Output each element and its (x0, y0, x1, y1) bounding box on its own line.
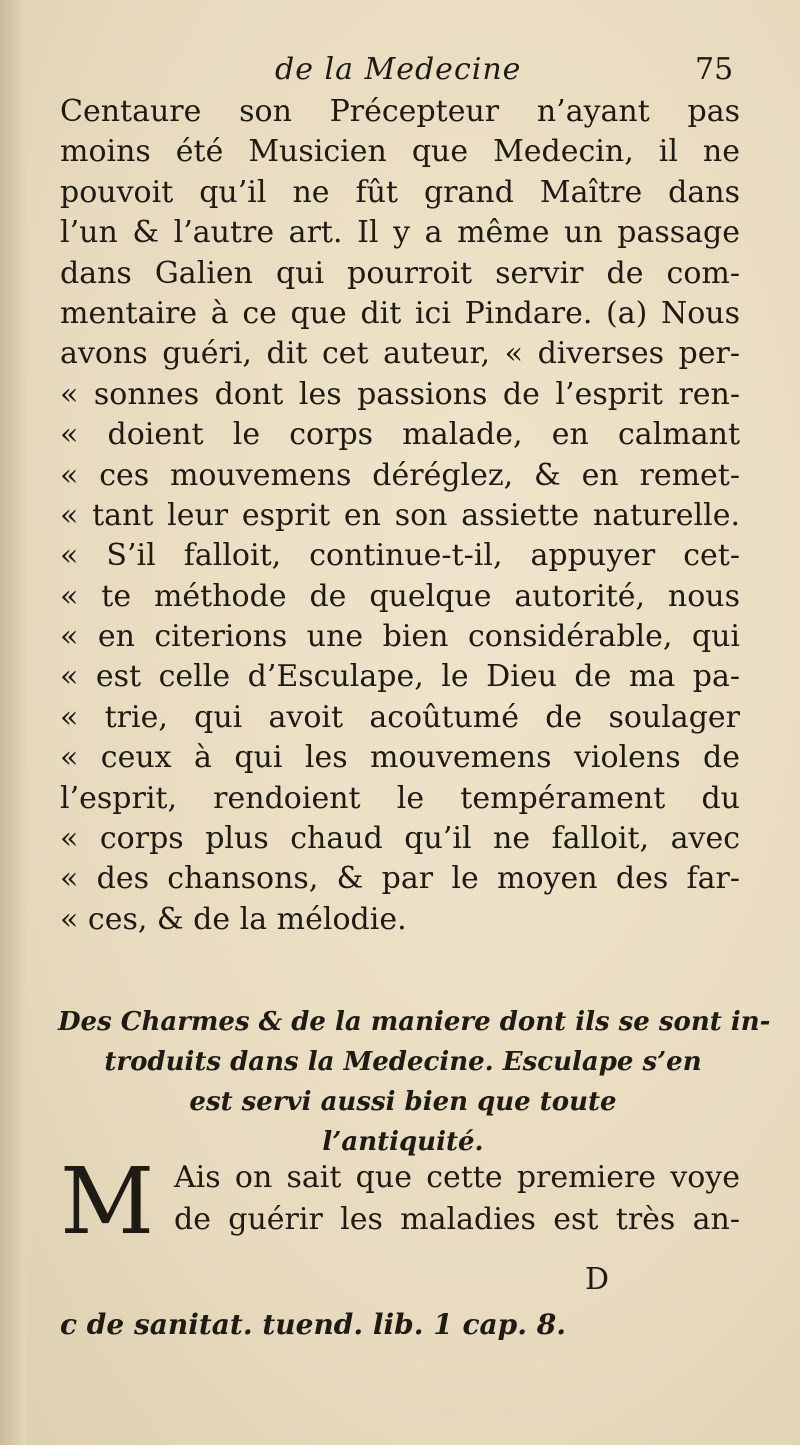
section-heading (58, 1002, 771, 1162)
text-line: « corps plus chaud qu’il ne falloit, avec (60, 821, 740, 857)
text-line: « tant leur esprit en son assiette naturelle. (60, 497, 740, 533)
text-line: l’un & l’autre art. Il y a même un passage (60, 215, 740, 251)
text-line: « en citerions une bien considérable, qui (60, 619, 740, 655)
text-line: « ces, & de la mélodie. (60, 901, 407, 937)
page-gutter (0, 0, 26, 1445)
text-line: moins été Musicien que Medecin, il ne (60, 134, 740, 170)
text-line: « trie, qui avoit acoûtumé de soulager (60, 699, 740, 735)
text-line: « des chansons, & par le moyen des far- (60, 861, 740, 897)
text-line: « est celle d’Esculape, le Dieu de ma pa- (60, 659, 740, 695)
text-line: « S’il falloit, continue-t-il, appuyer cet- (60, 538, 740, 574)
second-paragraph (60, 1148, 740, 1260)
text-line: Ais on sait que cette premiere voye (174, 1160, 740, 1195)
heading-line: l’antiquité. (322, 1127, 484, 1157)
signature-mark: D (585, 1262, 610, 1297)
text-line: « sonnes dont les passions de l’esprit ren- (60, 376, 740, 412)
footnote: c de sanitat. tuend. lib. 1 cap. 8. (60, 1308, 566, 1341)
heading-line: est servi aussi bien que toute (189, 1087, 617, 1117)
text-line: dans Galien qui pourroit servir de com- (60, 255, 740, 291)
page-number: 75 (695, 52, 734, 87)
text-line: « ces mouvemens déréglez, & en remet- (60, 457, 740, 493)
running-title: de la Medecine (275, 52, 522, 87)
text-line: pouvoit qu’il ne fût grand Maître dans (60, 174, 740, 210)
body-text (60, 92, 740, 940)
text-line: Centaure son Précepteur n’ayant pas (60, 94, 740, 129)
text-line: de guérir les maladies est très an- (174, 1202, 740, 1237)
heading-line: troduits dans la Medecine. Esculape s’en (104, 1047, 702, 1077)
text-line: mentaire à ce que dit ici Pindare. (a) Nous (60, 295, 740, 331)
drop-cap: M (60, 1148, 155, 1255)
text-line: « te méthode de quelque autorité, nous (60, 578, 740, 614)
text-line: avons guéri, dit cet auteur, « diverses per- (60, 336, 740, 372)
text-line: « ceux à qui les mouvemens violens de (60, 740, 740, 776)
text-line: « doient le corps malade, en calmant (60, 417, 740, 453)
heading-line: Des Charmes & de la maniere dont ils se sont in- (58, 1007, 771, 1037)
text-line: l’esprit, rendoient le tempérament du (60, 780, 740, 816)
running-head (0, 52, 800, 92)
